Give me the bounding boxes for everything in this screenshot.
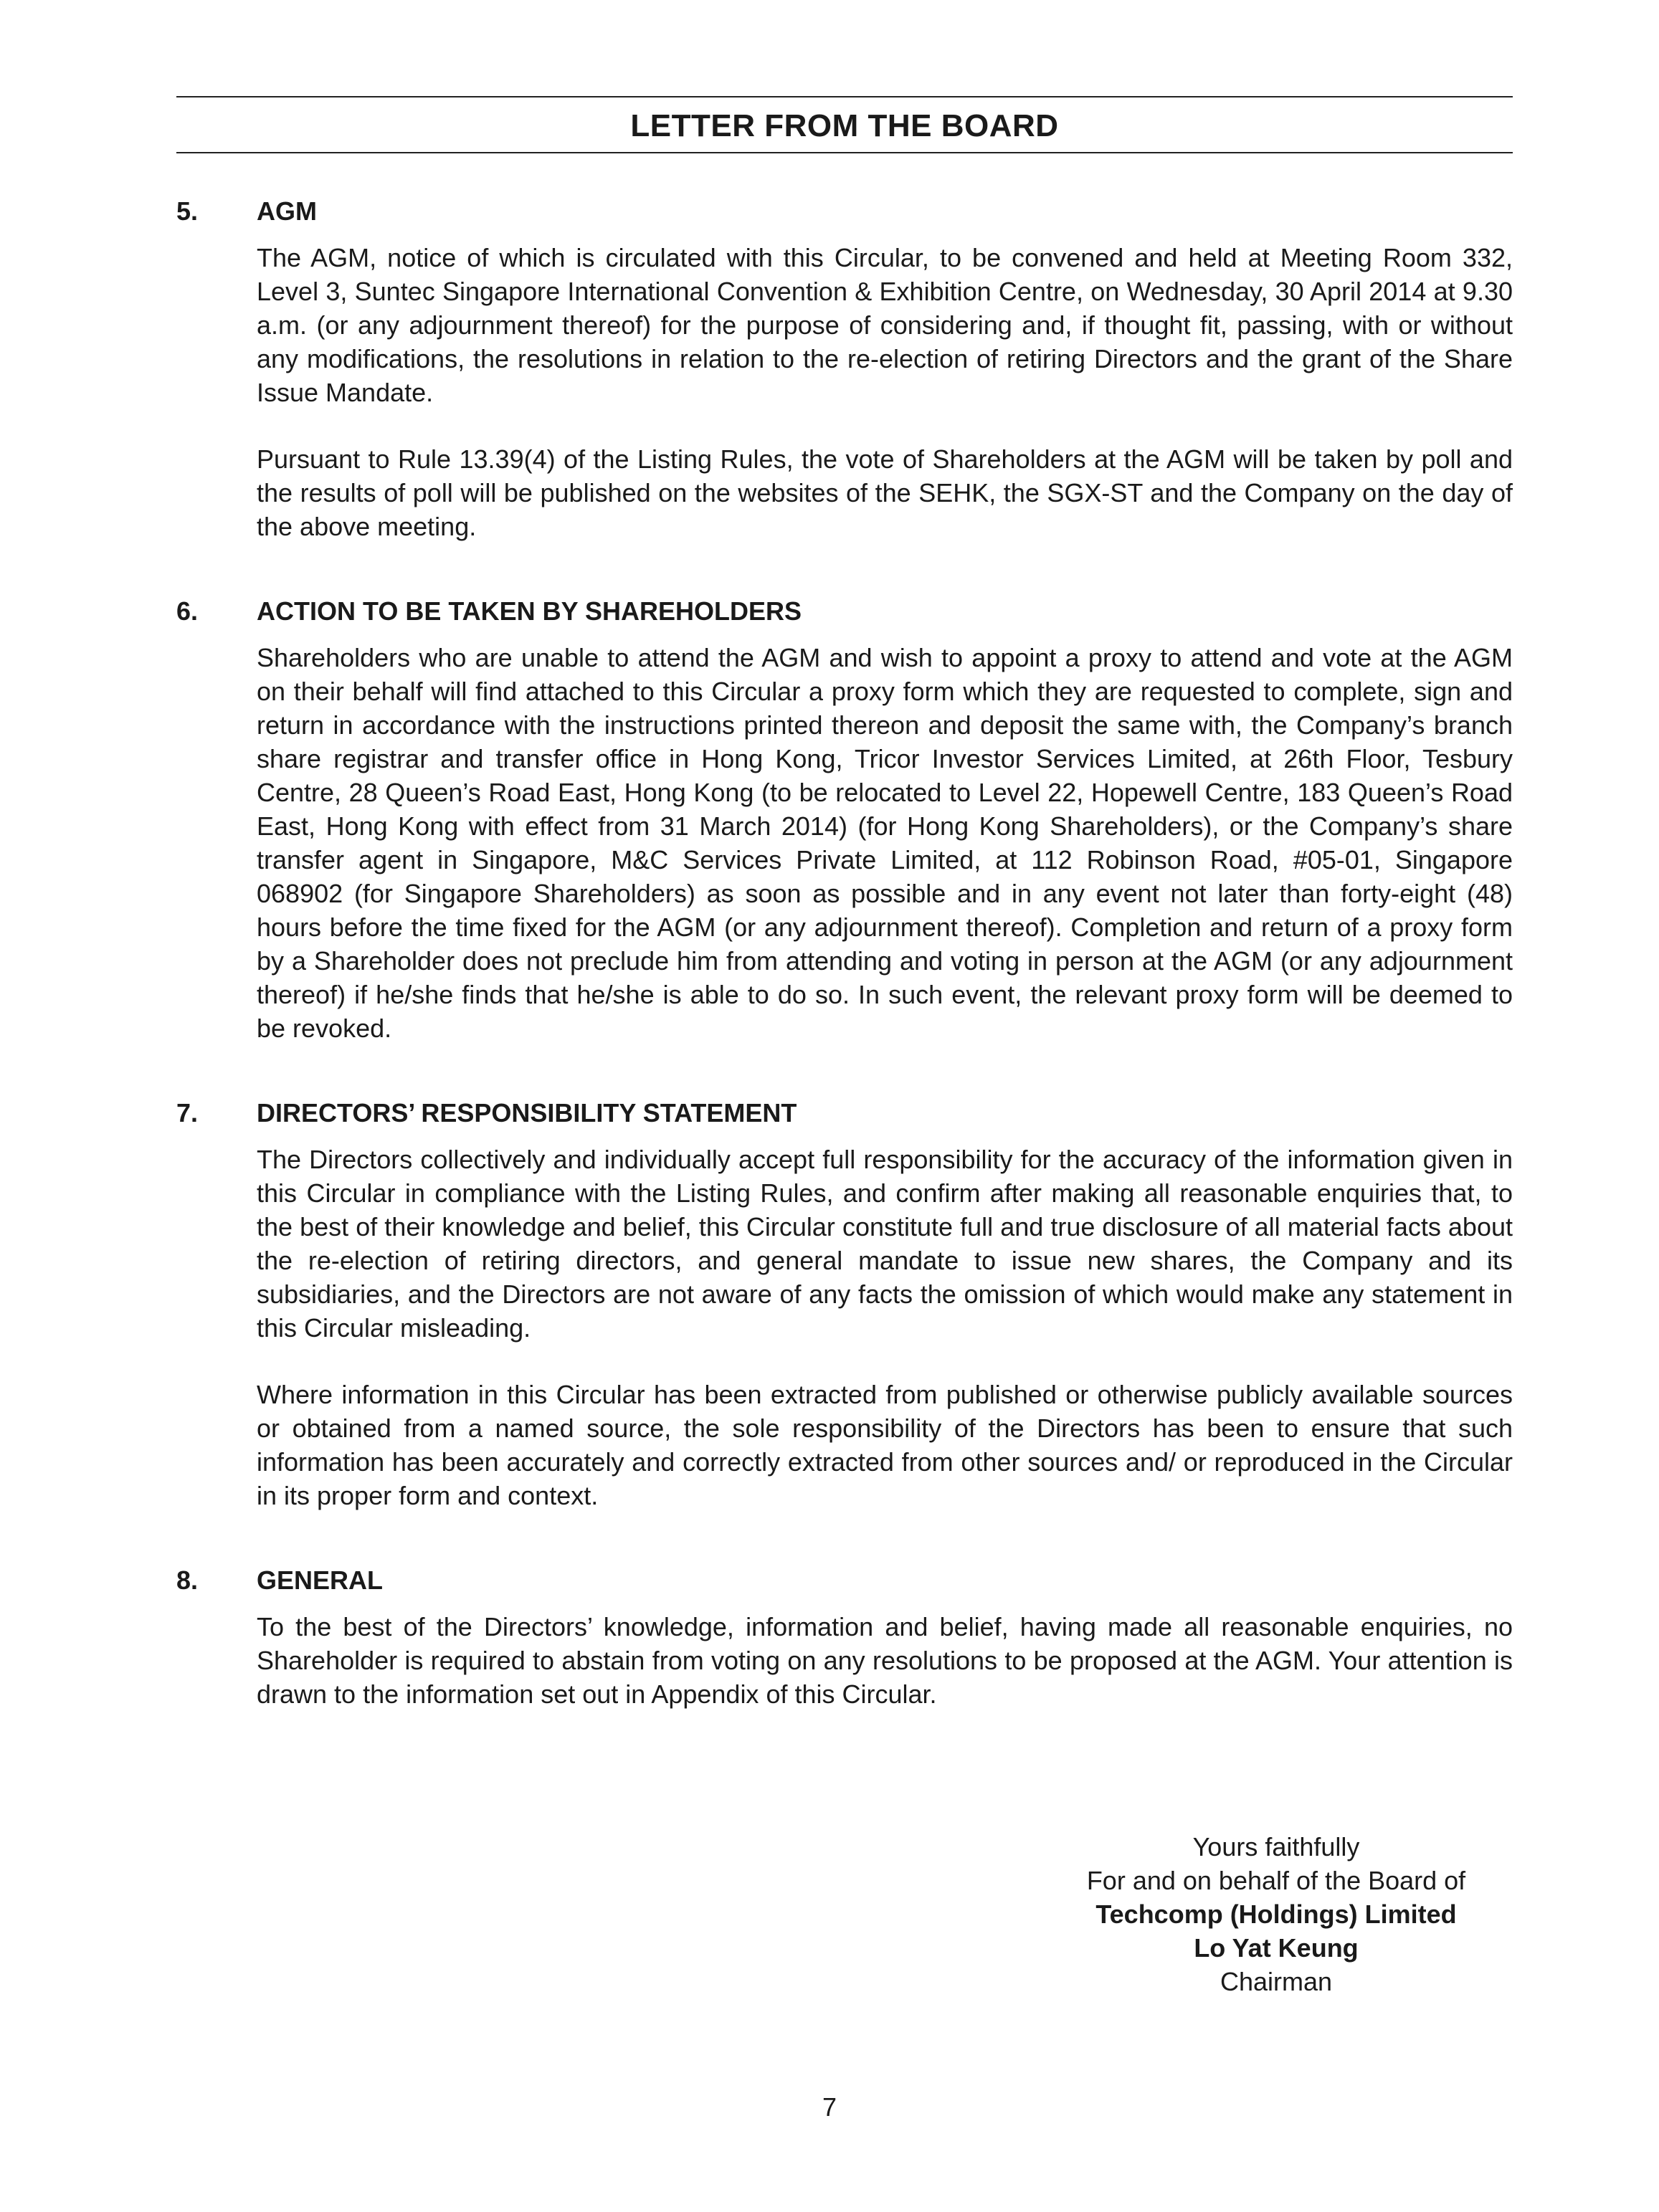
section-heading [176, 1095, 1513, 1131]
paragraph: Where information in this Circular has been extracted from published or otherwise publicly available sources or obtained from a named source, the sole responsibility of the Directors has been to ensure that such information has been accurately and correctly extracted from other sources and/ or reproduced in the Circular in its proper form and context. [257, 1380, 1513, 1510]
section-text [257, 241, 1513, 543]
section-general [176, 1563, 1513, 1711]
page-title: LETTER FROM THE BOARD [630, 108, 1059, 143]
section-text [257, 641, 1513, 1045]
section-text [257, 1143, 1513, 1512]
company-name: Techcomp (Holdings) Limited [1095, 1899, 1457, 1929]
signatory-role: Chairman [1220, 1967, 1333, 1996]
header-bottom-rule [176, 152, 1513, 153]
section-agm [176, 194, 1513, 543]
letter-body [176, 194, 1513, 1761]
section-responsibility-statement [176, 1095, 1513, 1512]
section-number: 5. [176, 196, 199, 226]
section-title: DIRECTORS’ RESPONSIBILITY STATEMENT [257, 1098, 797, 1128]
section-action-by-shareholders [176, 593, 1513, 1045]
section-heading [176, 194, 1513, 229]
on-behalf-line: For and on behalf of the Board of [1086, 1866, 1466, 1895]
section-title: AGM [257, 196, 317, 226]
paragraph: The AGM, notice of which is circulated with this Circular, to be convened and held at Meeting Room 332, Level 3, Suntec Singapore International Convention & Exhibition Centre, on Wednesday, 30 April 2014 at 9.30 a.m. (or any adjournment thereof) for the purpose of considering and, if thought fit, passing, with or without any modifications, the resolutions in relation to the re-election of retiring Directors and the grant of the Share Issue Mandate. [257, 243, 1513, 407]
paragraph: Pursuant to Rule 13.39(4) of the Listing Rules, the vote of Shareholders at the AGM will be taken by poll and the results of poll will be published on the websites of the SEHK, the SGX-ST and the Company on the day of the above meeting. [257, 444, 1513, 541]
section-title: GENERAL [257, 1565, 384, 1595]
signatory-name: Lo Yat Keung [1194, 1933, 1359, 1963]
section-title: ACTION TO BE TAKEN BY SHAREHOLDERS [257, 596, 802, 626]
section-text [257, 1610, 1513, 1711]
paragraph: Shareholders who are unable to attend the AGM and wish to appoint a proxy to attend and vote at the AGM on their behalf will find attached to this Circular a proxy form which they are requested to complete, sign and return in accordance with the instructions printed thereon and deposit the same with, the Company’s branch share registrar and transfer office in Hong Kong, Tricor Investor Services Limited, at 26th Floor, Tesbury Centre, 28 Queen’s Road East, Hong Kong (to be relocated to Level 22, Hopewell Centre, 183 Queen’s Road East, Hong Kong with effect from 31 March 2014) (for Hong Kong Shareholders), or the Company’s share transfer agent in Singapore, M&C Services Private Limited, at 112 Robinson Road, #05-01, Singapore 068902 (for Singapore Shareholders) as soon as possible and in any event not later than forty-eight (48) hours before the time fixed for the AGM (or any adjournment thereof). Completion and return of a proxy form by a Shareholder does not preclude him from attending and voting in person at the AGM (or any adjournment thereof) if he/she finds that he/she is able to do so. In such event, the relevant proxy form will be deemed to be revoked. [257, 643, 1513, 1043]
salutation: Yours faithfully [1192, 1832, 1360, 1861]
section-number: 8. [176, 1565, 199, 1595]
section-number: 7. [176, 1098, 199, 1128]
header-top-rule [176, 96, 1513, 97]
signature-block [1061, 1830, 1491, 1998]
paragraph: To the best of the Directors’ knowledge, information and belief, having made all reasonable enquiries, no Shareholder is required to abstain from voting on any resolutions to be proposed at the AGM. Your attention is drawn to the information set out in Appendix of this Circular. [257, 1612, 1513, 1709]
paragraph: The Directors collectively and individually accept full responsibility for the accuracy of the information given in this Circular in compliance with the Listing Rules, and confirm after making all reasonable enquiries that, to the best of their knowledge and belief, this Circular constitute full and true disclosure of all material facts about the re-election of retiring directors, and general mandate to issue new shares, the Company and its subsidiaries, and the Directors are not aware of any facts the omission of which would make any statement in this Circular misleading. [257, 1145, 1513, 1343]
section-number: 6. [176, 596, 199, 626]
page-number: 7 [822, 2092, 837, 2122]
section-heading [176, 593, 1513, 629]
section-heading [176, 1563, 1513, 1598]
